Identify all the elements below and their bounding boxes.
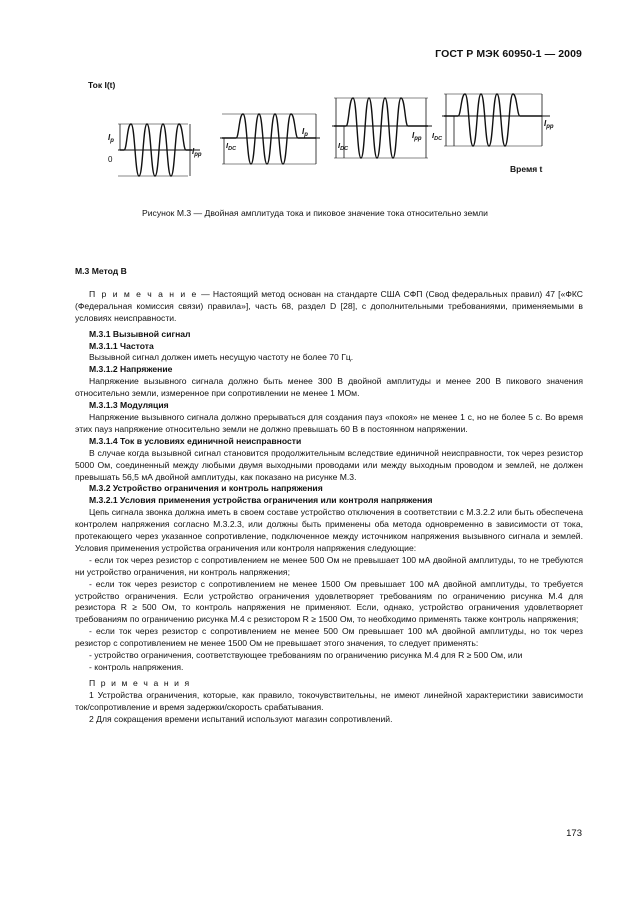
document-code-header: ГОСТ Р МЭК 60950-1 — 2009 (435, 48, 582, 60)
section-m321-text: Цепь сигнала звонка должна иметь в своем составе устройство отключения в соответствии с М.3.2.2 или быть обеспечена контролем напряжения согласно М.3.2.3, или должны быть применены оба метода одновременно в зависимости от тока, протекающего через указанное сопротивление, подключенное между источником напряжения вызывного сигнала и землей. Условия применения устройства ограничения или контроля напряжения следующие: (75, 507, 583, 553)
page-number: 173 (566, 828, 582, 839)
section-m3-note (75, 289, 583, 325)
section-m313-text: Напряжение вызывного сигнала должно прерываться для создания пауз «покоя» не менее 1 с, но не более 5 с. Во время этих пауз напряжение относительно земли не должно превышать 60 В в постоянном напряжении. (75, 411, 583, 434)
list-item-3b: - контроль напряжения. (89, 662, 184, 672)
x-axis-label: Время t (510, 164, 543, 174)
idc-label-3: $I_{DC}$ (338, 141, 349, 152)
ip-label-2: $I_p$ (302, 127, 308, 138)
note-2: 2 Для сокращения времени испытаний используют магазин сопротивлений. (89, 713, 393, 724)
ipp-label-4: $I_{pp}$ (544, 119, 554, 130)
section-m313-title: М.3.1.3 Модуляция (89, 400, 169, 411)
section-m3-title: M.3 Метод В (75, 266, 127, 276)
section-m314-text: В случае когда вызывной сигнал становится продолжительным вследствие единичной неисправности, ток через резистор 5000 Ом, соединенный между любыми двумя выходными проводами или между выходным проводом и землей, не должен превышать 56,5 мА двойной амплитуды, как показано на рисунке М.3. (75, 447, 583, 482)
section-m31-title: М.3.1 Вызывной сигнал (89, 328, 191, 339)
section-m311-title: М.3.1.1 Частота (89, 340, 154, 351)
list-item-3a: - устройство ограничения, соответствующее требованиям по ограничению рисунка М.4 для R ≥ 500 Ом, или (89, 650, 523, 661)
list-item-3: - если ток через резистор с сопротивлением не менее 500 Ом превышает 100 мА двойной амплитуды, но ток через резистор с сопротивлением не менее 1500 Ом не превышает этого значения, то следует применять: (75, 626, 583, 649)
section-m32-title: М.3.2 Устройство ограничения и контроль напряжения (89, 483, 323, 494)
ip-label-1: $I_p$ (108, 133, 114, 144)
notes-label: П р и м е ч а н и я (89, 677, 191, 688)
ipp-label-1: $I_{pp}$ (192, 147, 202, 158)
note-1: 1 Устройства ограничения, которые, как правило, токочувствительны, не имеют линейной характеристики зависимости ток/сопротивление и время задержки/скорость срабатывания. (75, 689, 583, 712)
section-m311-text: Вызывной сигнал должен иметь несущую частоту не более 70 Гц. (89, 352, 354, 363)
list-item-1: - если ток через резистор с сопротивлением не менее 500 Ом не превышает 100 мА двойной амплитуды, то не требуются ни устройство ограничения, ни контроль напряжения; (75, 554, 583, 577)
section-m312-text: Напряжение вызывного сигнала должно быть менее 300 В двойной амплитуды и менее 200 В пикового значения относительно земли, измеренное при сопротивлении не менее 1 МОм. (75, 376, 583, 399)
zero-label: 0 (108, 155, 113, 164)
idc-label-4: $I_{DC}$ (432, 131, 443, 142)
document-body (75, 266, 583, 726)
list-item-2: - если ток через резистор с сопротивлением не менее 1500 Ом превышает 100 мА двойной амплитуды, то требуется устройство ограничения. Если устройство ограничения удовлетворяет требованиям по ограничению рисунка М.4 для резистора R ≥ 500 Ом, то контроль напряжения не применяют. Если, однако, устройство ограничения удовлетворяет требованиям по ограничению рисунка М.4 с резистором R ≥ 1500 Ом, то необходимо применять также контроль напряжения; (75, 578, 583, 625)
y-axis-label: Ток I(t) (88, 80, 116, 90)
section-m314-title: М.3.1.4 Ток в условиях единичной неисправности (89, 435, 302, 446)
ipp-label-3: $I_{pp}$ (412, 131, 422, 142)
waveform-dc-offset-3 (442, 94, 550, 146)
note-text: — Настоящий метод основан на стандарте США СФП (Свод федеральных правил) 47 [«ФКС (Федеральная комиссия связи) правила»], часть 68, раздел D [28], с дополнительными требованиями, применяемыми в условиях неисправности. (75, 288, 583, 323)
waveform-dc-offset-1 (220, 114, 320, 164)
waveform-symmetric (118, 124, 200, 176)
section-m312-title: М.3.1.2 Напряжение (89, 364, 173, 375)
figure-m3-current-waveforms (80, 76, 560, 186)
section-m321-title: М.3.2.1 Условия применения устройства ограничения или контроля напряжения (89, 495, 433, 506)
figure-caption: Рисунок М.3 — Двойная амплитуда тока и пиковое значение тока относительно земли (142, 208, 488, 218)
idc-label-2: $I_{DC}$ (226, 141, 237, 152)
note-label: П р и м е ч а н и е (89, 288, 198, 299)
